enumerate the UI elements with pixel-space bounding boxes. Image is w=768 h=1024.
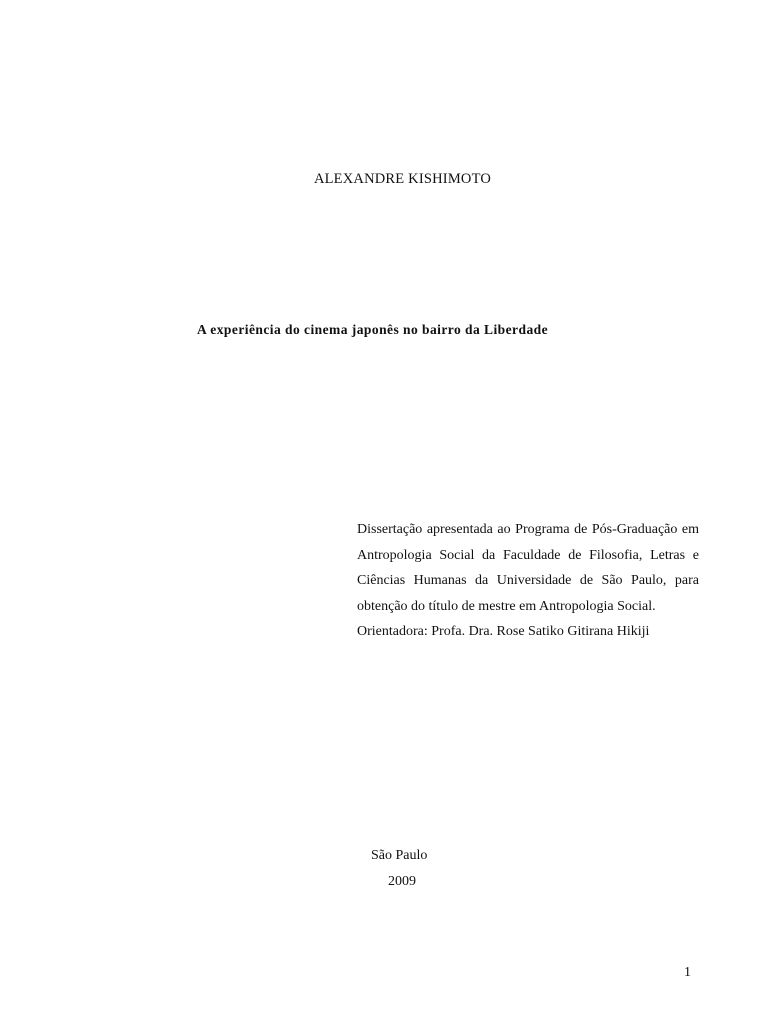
dissertation-description <box>357 517 699 645</box>
publication-place: São Paulo <box>371 848 428 863</box>
advisor-line: Orientadora: Profa. Dra. Rose Satiko Gitirana Hikiji <box>357 624 650 639</box>
publication-year: 2009 <box>388 874 416 889</box>
dissertation-title: A experiência do cinema japonês no bairro da Liberdade <box>197 322 549 337</box>
author-name: ALEXANDRE KISHIMOTO <box>313 171 492 187</box>
dissertation-statement: Dissertação apresentada ao Programa de Pós-Graduação em Antropologia Social da Faculdade de Filosofia, Letras e Ciências Humanas da Universidade de São Paulo, para obtenção do título de mestre em Antropologia Social. <box>357 522 699 614</box>
page-number: 1 <box>684 965 691 980</box>
